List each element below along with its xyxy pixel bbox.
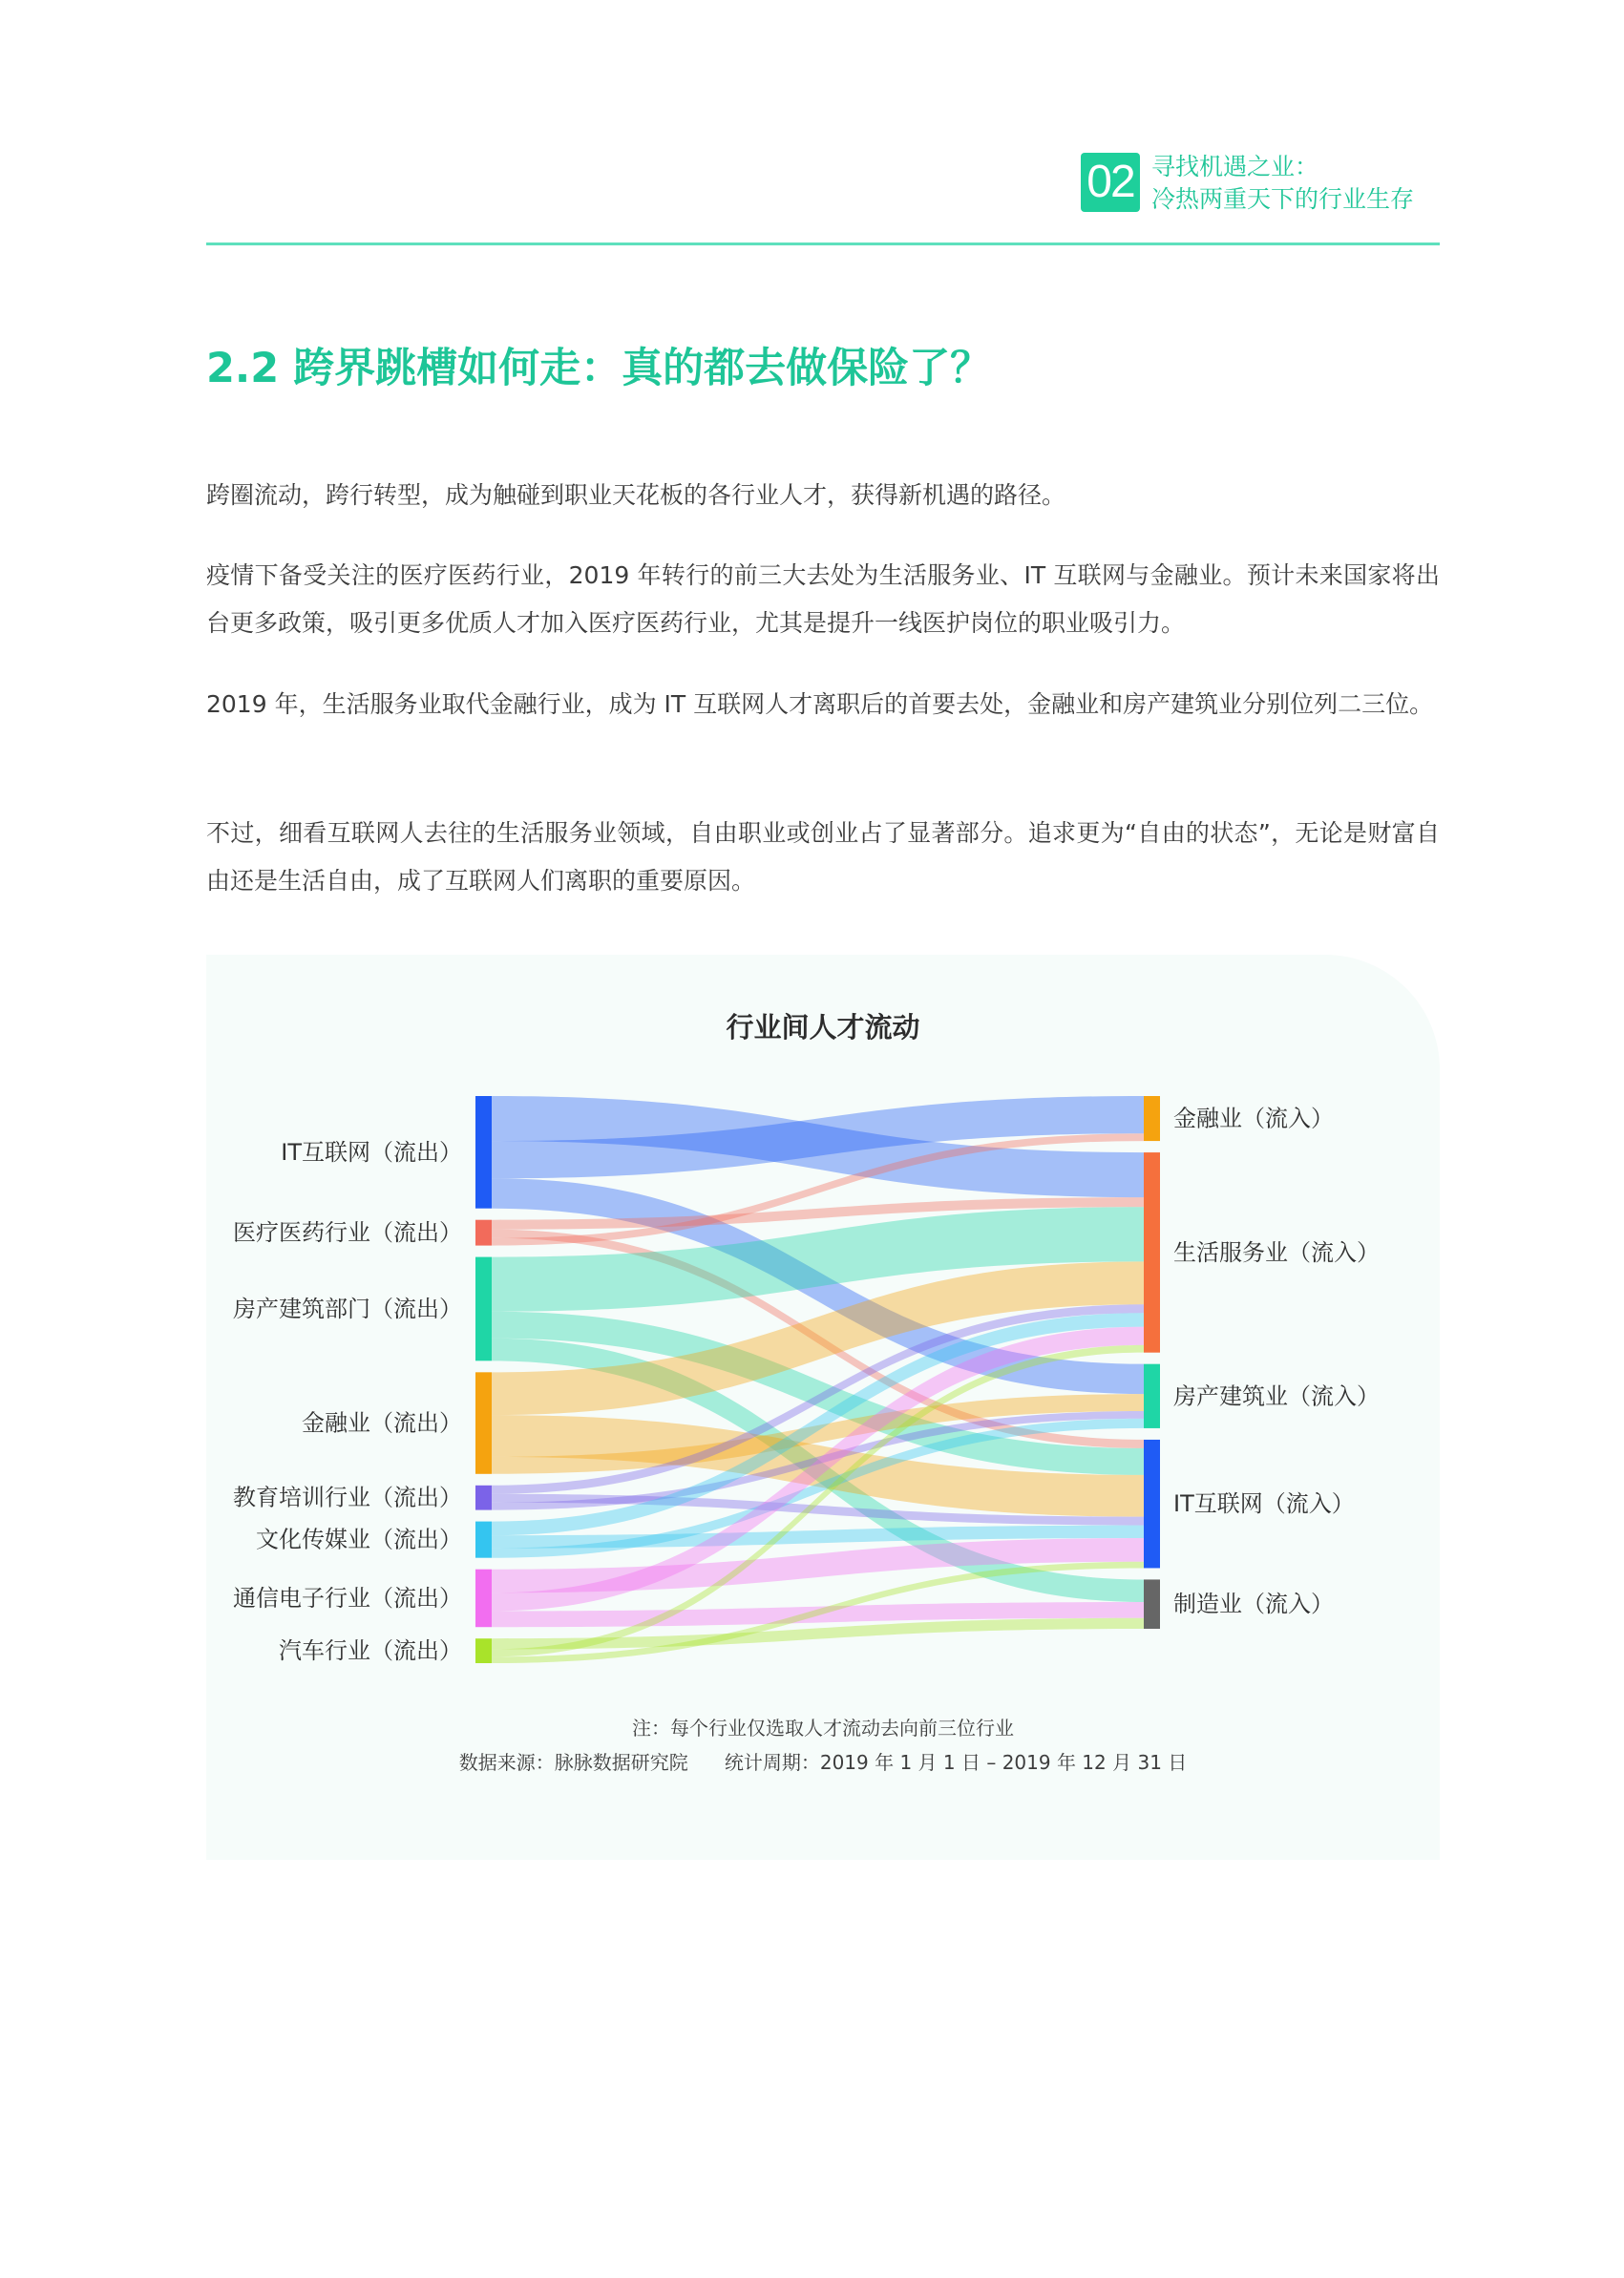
target-label-制造业: 制造业（流入） [1173, 1591, 1334, 1618]
section-title: 2.2 跨界跳槽如何走：真的都去做保险了？ [206, 345, 992, 392]
source-node-医疗医药行业 [475, 1220, 492, 1246]
target-label-IT互联网: IT互联网（流入） [1173, 1490, 1355, 1518]
source-label-IT互联网: IT互联网（流出） [281, 1138, 462, 1166]
body-paragraph-2: 疫情下备受关注的医疗医药行业，2019 年转行的前三大去处为生活服务业、IT 互联网与金融业。预计未来国家将出台更多政策，吸引更多优质人才加入医疗医药行业，尤其是提升一线医护岗位的职业吸引力。 [206, 561, 1440, 637]
target-label-生活服务业: 生活服务业（流入） [1173, 1238, 1380, 1266]
source-node-金融业 [475, 1372, 492, 1473]
sankey-chart [206, 955, 1440, 1860]
source-node-IT互联网 [475, 1096, 492, 1209]
source-label-教育培训行业: 教育培训行业（流出） [233, 1484, 462, 1511]
header-divider [206, 243, 1440, 245]
body-paragraph-4: 不过，细看互联网人去往的生活服务业领域，自由职业或创业占了显著部分。追求更为“自由的状态”，无论是财富自由还是生活自由，成了互联网人们离职的重要原因。 [206, 819, 1440, 895]
target-node-金融业 [1144, 1096, 1160, 1141]
chapter-title-line-2: 冷热两重天下的行业生存 [1151, 185, 1415, 213]
body-paragraph-3: 2019 年，生活服务业取代金融行业，成为 IT 互联网人才离职后的首要去处，金融业和房产建筑业分别位列二三位。 [206, 690, 1434, 718]
source-node-房产建筑部门 [475, 1257, 492, 1361]
sankey-chart-panel [206, 955, 1440, 1860]
source-node-汽车行业 [475, 1638, 492, 1663]
body-paragraph-1: 跨圈流动，跨行转型，成为触碰到职业天花板的各行业人才，获得新机遇的路径。 [206, 481, 1066, 509]
target-label-房产建筑业: 房产建筑业（流入） [1173, 1382, 1380, 1410]
target-node-房产建筑业 [1144, 1364, 1160, 1428]
target-label-金融业: 金融业（流入） [1173, 1105, 1334, 1132]
target-node-制造业 [1144, 1579, 1160, 1629]
source-node-文化传媒业 [475, 1522, 492, 1558]
source-label-房产建筑部门: 房产建筑部门（流出） [233, 1295, 462, 1322]
source-node-通信电子行业 [475, 1570, 492, 1628]
chapter-number-badge: 02 [1081, 153, 1140, 212]
source-label-通信电子行业: 通信电子行业（流出） [233, 1584, 462, 1612]
sankey-links [492, 1096, 1144, 1663]
chapter-title [1151, 151, 1414, 216]
source-label-医疗医药行业: 医疗医药行业（流出） [233, 1219, 462, 1247]
target-node-生活服务业 [1144, 1152, 1160, 1353]
source-label-汽车行业: 汽车行业（流出） [279, 1637, 462, 1665]
chart-source: 数据来源：脉脉数据研究院 统计周期：2019 年 1 月 1 日 – 2019 年 12 月 31 日 [458, 1751, 1188, 1774]
source-label-金融业: 金融业（流出） [302, 1409, 462, 1437]
source-node-教育培训行业 [475, 1486, 492, 1510]
target-node-IT互联网 [1144, 1440, 1160, 1569]
chart-note: 注：每个行业仅选取人才流动去向前三位行业 [632, 1717, 1014, 1740]
source-label-文化传媒业: 文化传媒业（流出） [256, 1526, 462, 1553]
chart-title: 行业间人才流动 [726, 1011, 920, 1044]
chapter-title-line-1: 寻找机遇之业： [1151, 153, 1319, 180]
